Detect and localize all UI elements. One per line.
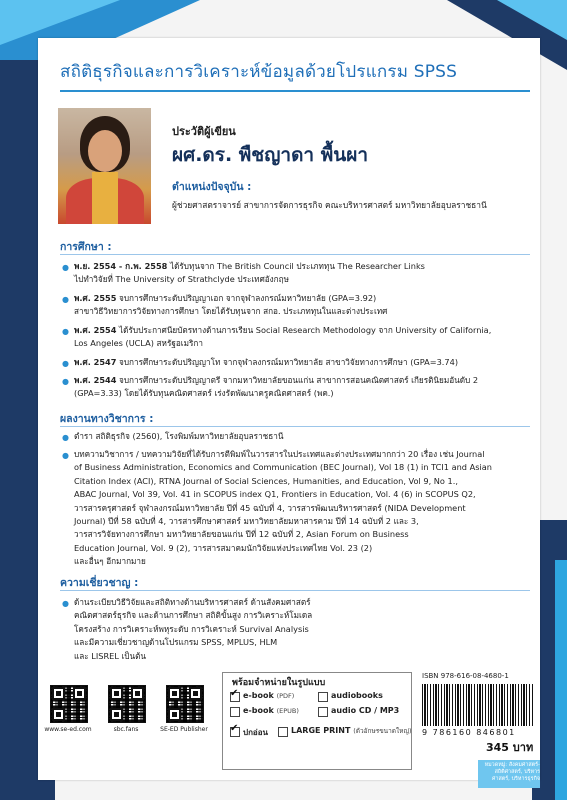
works-divider [60, 426, 530, 427]
audiobooks-checkbox[interactable] [318, 692, 328, 702]
barcode-icon [422, 684, 534, 726]
bullet-icon: ● [62, 295, 69, 304]
category-text: หมวดหมู่: สังคมศาสตร์-สถิติศาสตร์, บริหารศาสตร์, บริหารธุรกิจ [484, 762, 540, 782]
isbn-text: ISBN 978-616-08-4680-1 [422, 672, 509, 680]
large-print-label: LARGE PRINT (ตัวอักษรขนาดใหญ่) [291, 726, 412, 735]
format-heading: พร้อมจำหน่ายในรูปแบบ [232, 678, 326, 688]
ebook-epub-label: e-book (EPUB) [243, 706, 299, 715]
education-item: ● พ.ศ. 2554 ได้รับประกาศนียบัตรทางด้านการเรียน Social Research Methodology จาก University of California, Los Angeles (UCLA) สหรัฐอเมริกา [62, 325, 492, 349]
education-item: ● พ.ศ. 2555 จบการศึกษาระดับปริญญาเอก จากจุฬาลงกรณ์มหาวิทยาลัย (GPA=3.92) สาขาวิธีวิทยาการวิจัยทางการศึกษา โดยได้รับทุนจาก สกอ. ประเภททุนในและต่างประเทศ [62, 293, 388, 317]
education-divider [60, 254, 530, 255]
bullet-icon: ● [62, 327, 69, 336]
education-item: ● พ.ย. 2554 - ก.พ. 2558 ได้รับทุนจาก The British Council ประเภททุน The Researcher Links ไปทำวิจัยที่ The University of Strathclyde ประเทศอังกฤษ [62, 261, 425, 285]
author-name: ผศ.ดร. พืชญาดา พื้นผา [172, 144, 369, 166]
qr-code-icon[interactable] [166, 685, 204, 723]
check-icon: ✔ [230, 688, 239, 699]
qr-caption-publisher: SE-ED Publisher [160, 726, 208, 733]
education-heading: การศึกษา : [60, 241, 112, 253]
audio-cd-checkbox[interactable] [318, 707, 328, 717]
expertise-divider [60, 590, 530, 591]
corner-decoration-top-right-light [497, 0, 567, 40]
qr-caption-facebook: sbc.fans [113, 726, 139, 733]
book-title: สถิติธุรกิจและการวิเคราะห์ข้อมูลด้วยโปรแกรม SPSS [60, 62, 458, 82]
bullet-icon: ● [62, 377, 69, 386]
education-item: ● พ.ศ. 2544 จบการศึกษาระดับปริญญาตรี จากมหาวิทยาลัยขอนแก่น สาขาการสอนคณิตศาสตร์ เกียรตินิยมอันดับ 2 (GPA=3.33) โดยได้รับทุนคณิตศาสตร์ เร่งรัดพัฒนาครูคณิตศาสตร์ (พค.) [62, 375, 479, 399]
price-label: 345 บาท [486, 741, 534, 754]
ebook-pdf-label: e-book (PDF) [243, 691, 295, 700]
author-photo [58, 108, 151, 224]
qr-code-icon[interactable] [50, 685, 88, 723]
right-stripe-decoration [555, 560, 567, 800]
bullet-icon: ● [62, 451, 69, 460]
check-icon: ✔ [230, 723, 239, 734]
audiobooks-label: audiobooks [331, 691, 383, 700]
author-heading: ประวัติผู้เขียน [172, 125, 236, 138]
expertise-heading: ความเชี่ยวชาญ : [60, 577, 139, 589]
barcode-number: 9 786160 846801 [422, 728, 516, 737]
works-item-textbook: ● ตำรา สถิติธุรกิจ (2560), โรงพิมพ์มหาวิทยาลัยอุบลราชธานี [62, 430, 524, 443]
qr-code-icon[interactable] [108, 685, 146, 723]
audio-cd-label: audio CD / MP3 [331, 706, 400, 715]
works-heading: ผลงานทางวิชาการ : [60, 413, 154, 425]
title-divider [60, 90, 530, 92]
expertise-item: ● ด้านระเบียบวิธีวิจัยและสถิติทางด้านบริหารศาสตร์ ด้านสังคมศาสตร์ คณิตศาสตร์ธุรกิจ และด้านการศึกษา สถิติขั้นสูง การวิเคราะห์โมเดล โครงสร้าง การวิเคราะห์พหุระดับ การวิเคราะห์ Survival Analysis และมีความเชี่ยวชาญด้านโปรแกรม SPSS, MPLUS, HLM และ LISREL เป็นต้น [62, 597, 313, 661]
bullet-icon: ● [62, 599, 69, 608]
bullet-icon: ● [62, 263, 69, 272]
paperback-label: ปกอ่อน [243, 728, 268, 737]
bullet-icon: ● [62, 359, 69, 368]
works-item-articles: ● บทความวิชาการ / บทความวิจัยที่ได้รับการตีพิมพ์ในวารสารในประเทศและต่างประเทศมากกว่า 20 เรื่อง เช่น Journal of Business Administration, Economics and Communication (BEC Journal), Vol 18 (1) in TCI1 and Asian Citation Index (ACI), RTNA Journal of Social Sciences, Humanities, and Education, Vol 9, No 1., ABAC Journal, Vol 39, Vol. 41 in SCOPUS index Q1, Frontiers in Education, Vol. 4 (6) in SCOPUS Q2, วารสารครุศาสตร์ จุฬาลงกรณ์มหาวิทยาลัย ปีที่ 45 ฉบับที่ 4, วารสารพัฒนบริหารศาสตร์ (NIDA Development Journal) ปีที่ 58 ฉบับที่ 4, วารสารศึกษาศาสตร์ มหาวิทยาลัยมหาสารคาม ปีที่ 14 ฉบับที่ 2 และ 3, วารสารวิจัยทางการศึกษา มหาวิทยาลัยขอนแก่น ปีที่ 12 ฉบับที่ 2, Asian Forum on Business Education Journal, Vol. 9 (2), วารสารสมาคมนักวิจัยแห่งประเทศไทย Vol. 23 (2) และอื่นๆ อีกมากมาย [62, 449, 492, 567]
education-item: ● พ.ศ. 2547 จบการศึกษาระดับปริญญาโท จากจุฬาลงกรณ์มหาวิทยาลัย สาขาวิจัยทางการศึกษา (GPA=3.74) [62, 356, 524, 369]
large-print-checkbox[interactable] [278, 727, 288, 737]
qr-caption-website: www.se-ed.com [44, 726, 92, 733]
ebook-epub-checkbox[interactable] [230, 707, 240, 717]
bullet-icon: ● [62, 433, 69, 442]
position-text: ผู้ช่วยศาสตราจารย์ สาขาการจัดการธุรกิจ คณะบริหารศาสตร์ มหาวิทยาลัยอุบลราชธานี [172, 200, 487, 210]
position-heading: ตำแหน่งปัจจุบัน : [172, 181, 252, 193]
